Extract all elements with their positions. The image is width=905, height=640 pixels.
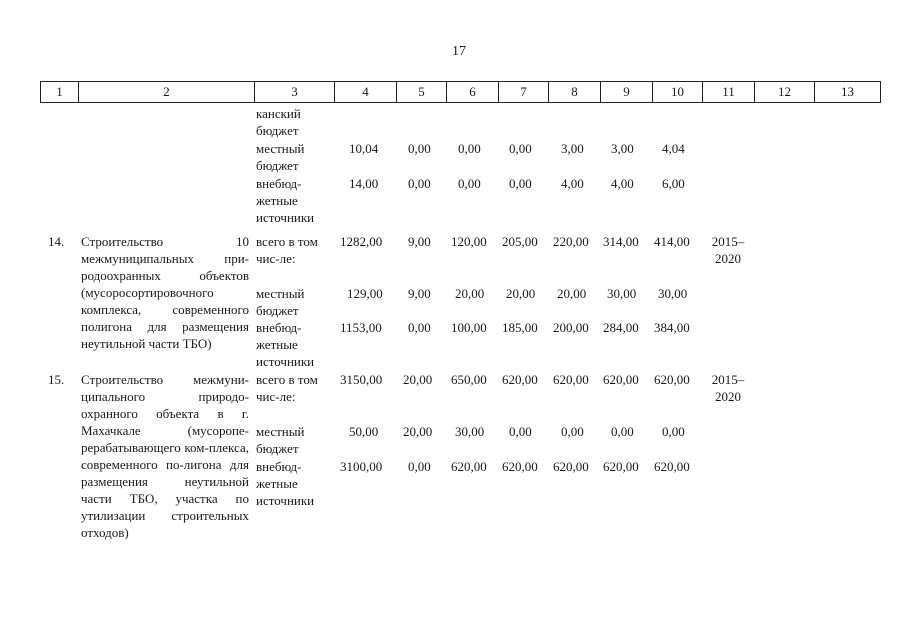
value-cell: 129,00 [347, 286, 383, 301]
source-label: внебюд-жетные источники [256, 320, 315, 369]
value-cell: 0,00 [458, 141, 481, 156]
header-cell: 11 [703, 82, 755, 103]
value-cell: 4,00 [611, 176, 634, 191]
value-cell: 9,00 [408, 234, 431, 249]
header-cell: 5 [397, 82, 447, 103]
value-cell: 620,00 [654, 372, 690, 387]
value-cell: 620,00 [502, 459, 538, 474]
value-cell: 100,00 [451, 320, 487, 335]
value-cell: 620,00 [603, 372, 639, 387]
value-cell: 1282,00 [340, 234, 383, 249]
value-cell: 4,00 [561, 176, 584, 191]
value-cell: 620,00 [603, 459, 639, 474]
source-label: местный бюджет [256, 286, 305, 318]
value-cell: 650,00 [451, 372, 487, 387]
years-cell: 2015–2020 [711, 372, 745, 404]
value-cell: 0,00 [662, 424, 685, 439]
header-cell: 13 [815, 82, 881, 103]
source-label: канский бюджет [256, 106, 301, 138]
value-cell: 384,00 [654, 320, 690, 335]
value-cell: 0,00 [561, 424, 584, 439]
years-cell: 2015–2020 [711, 234, 745, 266]
value-cell: 0,00 [408, 141, 431, 156]
value-cell: 185,00 [502, 320, 538, 335]
value-cell: 10,04 [349, 141, 379, 156]
source-label: внебюд-жетные источники [256, 176, 315, 225]
value-cell: 20,00 [506, 286, 536, 301]
value-cell: 414,00 [654, 234, 690, 249]
header-cell: 1 [41, 82, 79, 103]
header-cell: 10 [653, 82, 703, 103]
header-cell: 9 [601, 82, 653, 103]
value-cell: 9,00 [408, 286, 431, 301]
header-cell: 6 [447, 82, 499, 103]
header-cell: 12 [755, 82, 815, 103]
value-cell: 6,00 [662, 176, 685, 191]
value-cell: 4,04 [662, 141, 685, 156]
value-cell: 620,00 [553, 372, 589, 387]
header-cell: 8 [549, 82, 601, 103]
value-cell: 220,00 [553, 234, 589, 249]
value-cell: 3,00 [561, 141, 584, 156]
value-cell: 50,00 [349, 424, 379, 439]
value-cell: 120,00 [451, 234, 487, 249]
value-cell: 620,00 [502, 372, 538, 387]
source-label: внебюд-жетные источники [256, 459, 315, 508]
header-cell: 2 [79, 82, 255, 103]
source-label: местный бюджет [256, 141, 305, 173]
value-cell: 20,00 [403, 372, 433, 387]
value-cell: 30,00 [455, 424, 485, 439]
value-cell: 314,00 [603, 234, 639, 249]
value-cell: 20,00 [557, 286, 587, 301]
value-cell: 620,00 [553, 459, 589, 474]
value-cell: 284,00 [603, 320, 639, 335]
page-number: 17 [452, 44, 466, 59]
value-cell: 3,00 [611, 141, 634, 156]
value-cell: 0,00 [509, 141, 532, 156]
header-cell: 4 [335, 82, 397, 103]
value-cell: 1153,00 [340, 320, 382, 335]
column-number-header [40, 81, 881, 103]
value-cell: 3100,00 [340, 459, 383, 474]
value-cell: 30,00 [658, 286, 688, 301]
value-cell: 0,00 [509, 176, 532, 191]
source-label: всего в том чис-ле: [256, 234, 318, 266]
value-cell: 0,00 [408, 320, 431, 335]
row-number: 15. [48, 372, 65, 387]
value-cell: 0,00 [458, 176, 481, 191]
project-name: Строительство 10 межмуниципальных при-родоохранных объектов (мусоросортировочного комплекса, современного полигона для размещения неутильной части ТБО) [81, 234, 249, 351]
source-label: местный бюджет [256, 424, 305, 456]
value-cell: 200,00 [553, 320, 589, 335]
value-cell: 20,00 [403, 424, 433, 439]
value-cell: 0,00 [408, 176, 431, 191]
value-cell: 30,00 [607, 286, 637, 301]
header-cell: 3 [255, 82, 335, 103]
value-cell: 620,00 [451, 459, 487, 474]
project-name: Строительство межмуни-ципального природо-охранного объекта в г. Махачкале (мусоропе-рерабатывающего ком-плекса, современного по-лигона для размещения неутильной части ТБО, участка по утилизации строительных отходов) [81, 372, 249, 540]
header-cell: 7 [499, 82, 549, 103]
source-label: всего в том чис-ле: [256, 372, 318, 404]
value-cell: 0,00 [408, 459, 431, 474]
value-cell: 620,00 [654, 459, 690, 474]
value-cell: 205,00 [502, 234, 538, 249]
value-cell: 0,00 [509, 424, 532, 439]
row-number: 14. [48, 234, 65, 249]
value-cell: 20,00 [455, 286, 485, 301]
value-cell: 0,00 [611, 424, 634, 439]
value-cell: 14,00 [349, 176, 379, 191]
value-cell: 3150,00 [340, 372, 383, 387]
